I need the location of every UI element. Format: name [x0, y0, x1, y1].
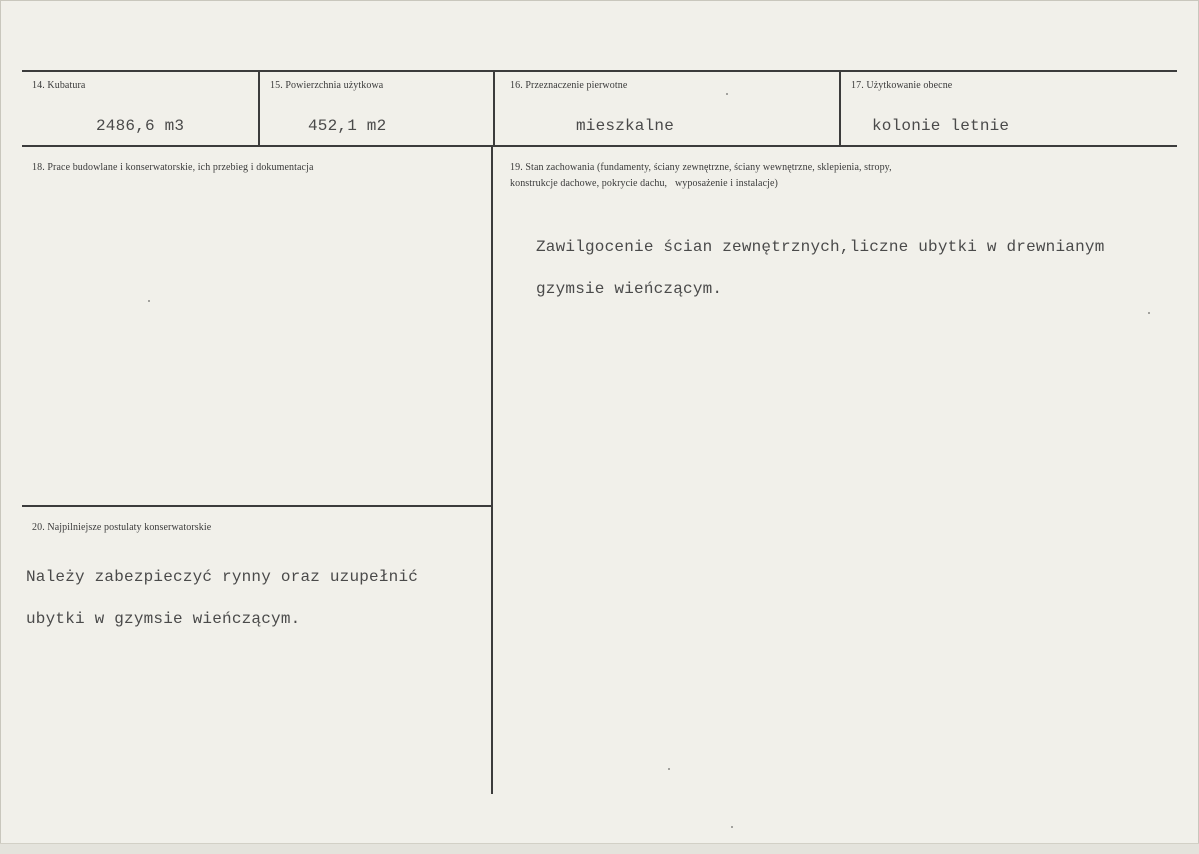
paper-speck: [668, 768, 670, 770]
field-17-label: 17. Użytkowanie obecne: [851, 80, 953, 91]
field20-top-rule: [22, 505, 492, 507]
field-15-value: 452,1 m2: [308, 117, 387, 135]
divider-14-15: [258, 71, 260, 146]
field-16-label: 16. Przeznaczenie pierwotne: [510, 80, 628, 91]
field-15-label: 15. Powierzchnia użytkowa: [270, 80, 384, 91]
field-17-value: kolonie letnie: [872, 117, 1010, 135]
divider-left-right: [491, 146, 493, 794]
field-14-label: 14. Kubatura: [32, 80, 86, 91]
field-14-value: 2486,6 m3: [96, 117, 185, 135]
field-20-text-line2: ubytki w gzymsie wieńczącym.: [26, 610, 301, 628]
paper-speck: [726, 93, 728, 95]
field-20-text-line1: Należy zabezpieczyć rynny oraz uzupełnić: [26, 568, 419, 586]
paper-speck: [1148, 312, 1150, 314]
field-19-label-line1: 19. Stan zachowania (fundamenty, ściany zewnętrzne, ściany wewnętrzne, sklepienia, stropy,: [510, 162, 892, 173]
paper-speck: [148, 300, 150, 302]
field-18-label: 18. Prace budowlane i konserwatorskie, ich przebieg i dokumentacja: [32, 162, 314, 173]
field-16-value: mieszkalne: [576, 117, 675, 135]
divider-15-16: [493, 71, 495, 146]
top-rule: [22, 70, 1177, 72]
card-bottom-edge: [0, 843, 1199, 854]
field-20-label: 20. Najpilniejsze postulaty konserwatorskie: [32, 522, 212, 533]
field-19-text-line1: Zawilgocenie ścian zewnętrznych,liczne ubytki w drewnianym: [536, 238, 1105, 256]
divider-16-17: [839, 71, 841, 146]
field-19-text-line2: gzymsie wieńczącym.: [536, 280, 723, 298]
row1-bottom-rule: [22, 145, 1177, 147]
field-19-label-line2: konstrukcje dachowe, pokrycie dachu, wyposażenie i instalacje): [510, 178, 778, 189]
paper-speck: [731, 826, 733, 828]
